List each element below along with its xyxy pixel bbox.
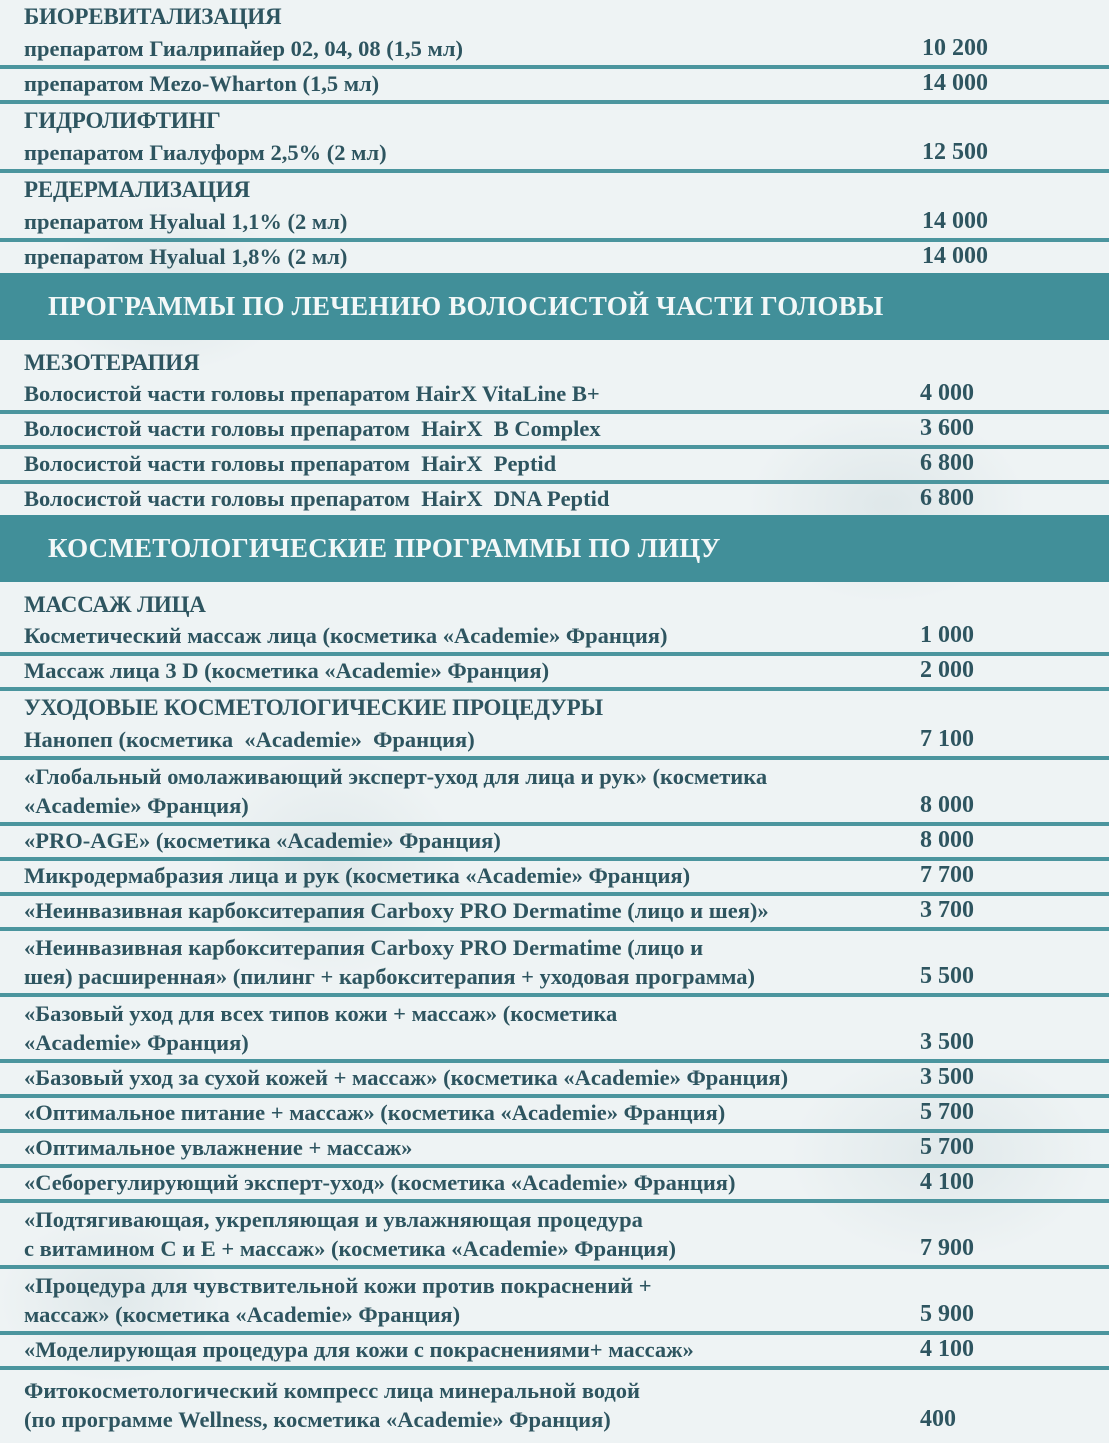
category-heading: МЕЗОТЕРАПИЯ	[24, 349, 200, 375]
section-banner: ПРОГРАММЫ ПО ЛЕЧЕНИЮ ВОЛОСИСТОЙ ЧАСТИ ГОЛОВЫ	[0, 273, 1109, 340]
price-row	[0, 207, 1109, 242]
price-row	[0, 931, 1109, 997]
service-price: 14 000	[922, 70, 988, 96]
service-name: «Базовый уход за сухой кожей + массаж» (косметика «Academie» Франция)	[24, 1065, 789, 1090]
price-row	[0, 1203, 1109, 1269]
price-row	[0, 725, 1109, 760]
service-name: препаратом Hyalual 1,8% (2 мл)	[24, 244, 348, 269]
price-row	[0, 69, 1109, 104]
service-price: 400	[920, 1406, 956, 1432]
service-name: Косметический массаж лица (косметика «Academie» Франция)	[24, 623, 668, 648]
service-name: Волосистой части головы препаратом HairX DNA Peptid	[24, 486, 610, 511]
price-row	[0, 34, 1109, 69]
service-name: Массаж лица 3 D (косметика «Academie» Франция)	[24, 658, 550, 683]
price-row	[0, 242, 1109, 277]
service-price: 14 000	[922, 243, 988, 269]
service-price: 5 700	[920, 1134, 974, 1160]
service-price: 2 000	[920, 657, 974, 683]
service-price: 3 500	[920, 1064, 974, 1090]
price-row	[0, 896, 1109, 931]
service-price: 6 800	[920, 485, 974, 511]
service-name: препаратом Гиалуформ 2,5% (2 мл)	[24, 140, 387, 165]
service-price: 4 100	[920, 1169, 974, 1195]
service-name: Фитокосметологический компресс лица минеральной водой (по программе Wellness, косметика «Academie» Франция)	[24, 1378, 641, 1432]
service-name: «PRO-AGE» (косметика «Academie» Франция)	[24, 828, 501, 853]
price-row	[0, 138, 1109, 173]
service-name: «Глобальный омолаживающий эксперт-уход для лица и рук» (косметика «Academie» Франция)	[24, 764, 768, 818]
service-name: «Неинвазивная карбокситерапия Carboxy PRO Dermatime (лицо и шея)»	[24, 898, 769, 923]
price-row	[0, 621, 1109, 656]
price-row	[0, 861, 1109, 896]
service-name: «Оптимальное увлажнение + массаж»	[24, 1135, 413, 1160]
service-name: «Моделирующая процедура для кожи с покраснениями+ массаж»	[24, 1337, 694, 1362]
service-name: препаратом Mezo-Wharton (1,5 мл)	[24, 71, 380, 96]
service-name: «Неинвазивная карбокситерапия Carboxy PRO Dermatime (лицо и шея) расширенная» (пилинг + карбокситерапия + уходовая программа)	[24, 935, 756, 989]
service-price: 10 200	[922, 35, 988, 61]
service-price: 7 900	[920, 1235, 974, 1261]
service-name: «Себорегулирующий эксперт-уход» (косметика «Academie» Франция)	[24, 1170, 736, 1195]
service-name: «Подтягивающая, укрепляющая и увлажняющая процедура с витамином С и Е + массаж» (косметика «Academie» Франция)	[24, 1207, 676, 1261]
service-price: 5 700	[920, 1099, 974, 1125]
price-row	[0, 1269, 1109, 1335]
service-price: 6 800	[920, 450, 974, 476]
price-row	[0, 656, 1109, 691]
service-name: Волосистой части головы препаратом HairX B Complex	[24, 416, 601, 441]
service-price: 14 000	[922, 208, 988, 234]
service-name: Микродермабразия лица и рук (косметика «Academie» Франция)	[24, 863, 691, 888]
service-price: 8 000	[920, 792, 974, 818]
price-row	[0, 1098, 1109, 1133]
service-name: препаратом Гиалрипайер 02, 04, 08 (1,5 мл)	[24, 36, 463, 61]
service-price: 4 000	[920, 380, 974, 406]
service-name: «Оптимальное питание + массаж» (косметика «Academie» Франция)	[24, 1100, 726, 1125]
service-name: Волосистой части головы препаратом HairX VitaLine B+	[24, 381, 600, 406]
service-price: 3 700	[920, 897, 974, 923]
category-heading: УХОДОВЫЕ КОСМЕТОЛОГИЧЕСКИЕ ПРОЦЕДУРЫ	[24, 695, 603, 720]
price-row	[0, 760, 1109, 826]
price-row	[0, 1063, 1109, 1098]
price-row	[0, 449, 1109, 484]
service-price: 7 100	[920, 726, 974, 752]
section-banner: КОСМЕТОЛОГИЧЕСКИЕ ПРОГРАММЫ ПО ЛИЦУ	[0, 515, 1109, 582]
price-row	[0, 826, 1109, 861]
service-price: 7 700	[920, 862, 974, 888]
service-name: препаратом Hyalual 1,1% (2 мл)	[24, 209, 348, 234]
price-row	[0, 1168, 1109, 1203]
service-price: 3 500	[920, 1029, 974, 1055]
price-row	[0, 484, 1109, 519]
service-price: 5 500	[920, 963, 974, 989]
price-row	[0, 997, 1109, 1063]
service-price: 8 000	[920, 827, 974, 853]
category-heading: БИОРЕВИТАЛИЗАЦИЯ	[24, 4, 282, 29]
service-price: 3 600	[920, 415, 974, 441]
price-row	[0, 414, 1109, 449]
service-price: 4 100	[920, 1336, 974, 1362]
service-price: 1 000	[920, 622, 974, 648]
service-price: 5 900	[920, 1301, 974, 1327]
price-row	[0, 379, 1109, 414]
category-heading: РЕДЕРМАЛИЗАЦИЯ	[24, 177, 250, 202]
price-row	[0, 1370, 1109, 1436]
price-row	[0, 1335, 1109, 1370]
service-price: 12 500	[922, 139, 988, 165]
service-name: Нанопеп (косметика «Academie» Франция)	[24, 727, 475, 752]
service-name: Волосистой части головы препаратом HairX Peptid	[24, 451, 557, 476]
category-heading: ГИДРОЛИФТИНГ	[24, 108, 221, 133]
price-row	[0, 1133, 1109, 1168]
service-name: «Базовый уход для всех типов кожи + массаж» (косметика «Academie» Франция)	[24, 1001, 618, 1055]
service-name: «Процедура для чувствительной кожи против покраснений + массаж» (косметика «Academie» Франция)	[24, 1273, 652, 1327]
category-heading: МАССАЖ ЛИЦА	[24, 591, 206, 617]
